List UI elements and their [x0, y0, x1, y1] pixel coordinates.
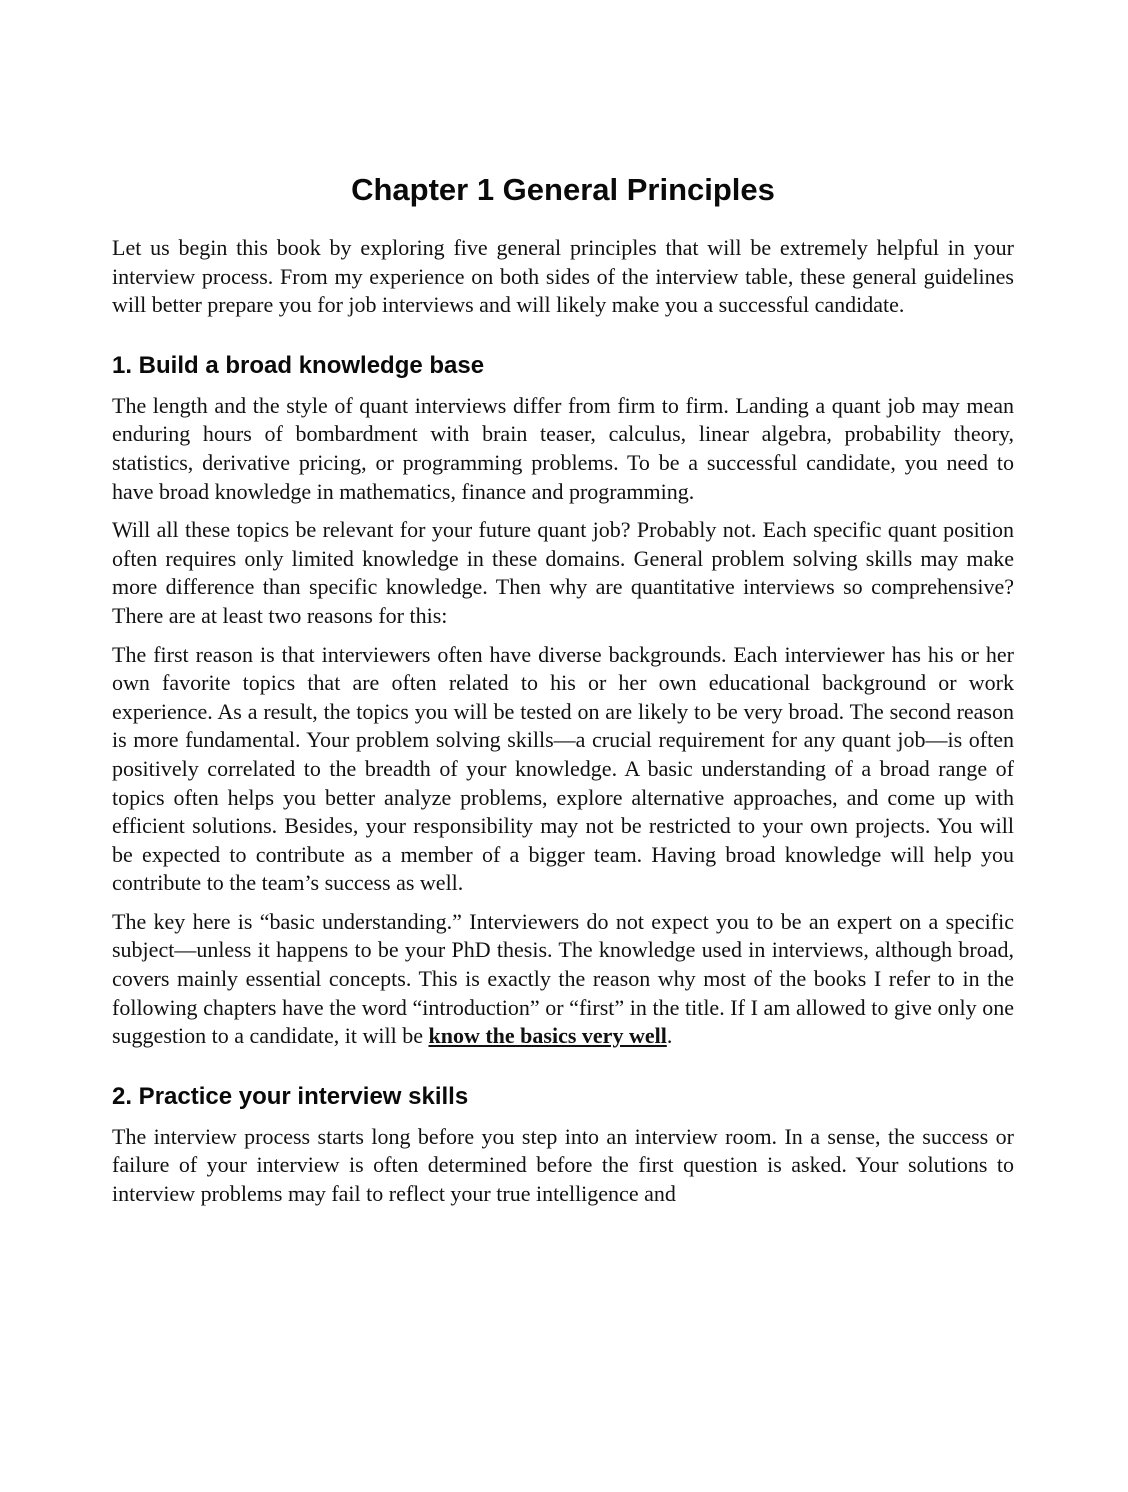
- chapter-title: Chapter 1 General Principles: [351, 172, 775, 207]
- section-1-heading: 1. Build a broad knowledge base: [112, 351, 485, 379]
- section-2-heading: 2. Practice your interview skills: [112, 1082, 469, 1110]
- section-1-paragraph-1: The length and the style of quant interviews differ from firm to firm. Landing a quant job may mean enduring hours of bombardment with brain teaser, calculus, linear algebra, probability theory, statistics, derivative pricing, or programming problems. To be a successful candidate, you need to have broad knowledge in mathematics, finance and programming.: [112, 392, 1014, 504]
- section-2-paragraph-1: The interview process starts long before you step into an interview room. In a sense, the success or failure of your interview is often determined before the first question is asked. Your solutions to interview problems may fail to reflect your true intelligence and: [112, 1123, 1014, 1207]
- section-1-paragraph-4: [112, 908, 1014, 1051]
- key-advice-emphasis: know the basics very well: [428, 1023, 667, 1049]
- paragraph-4-end: .: [666, 1023, 673, 1049]
- intro-paragraph: Let us begin this book by exploring five general principles that will be extremely helpful in your interview process. From my experience on both sides of the interview table, these general guidelines will better prepare you for job interviews and will likely make you a successful candidate.: [112, 235, 1014, 318]
- section-1-paragraph-3: The first reason is that interviewers often have diverse backgrounds. Each interviewer has his or her own favorite topics that are often related to his or her own educational background or work experience. As a result, the topics you will be tested on are likely to be very broad. The second reason is more fundamental. Your problem solving skills—a crucial requirement for any quant job—is often positively correlated to the breadth of your knowledge. A basic understanding of a broad range of topics often helps you better analyze problems, explore alternative approaches, and come up with efficient solutions. Besides, your responsibility may not be restricted to your own projects. You will be expected to contribute as a member of a bigger team. Having broad knowledge will help you contribute to the team’s success as well.: [112, 641, 1014, 896]
- section-1-paragraph-2: Will all these topics be relevant for your future quant job? Probably not. Each specific quant position often requires only limited knowledge in these domains. General problem solving skills may make more difference than specific knowledge. Then why are quantitative interviews so comprehensive? There are at least two reasons for this:: [112, 517, 1014, 628]
- page-content: [112, 168, 1014, 1219]
- paragraph-4-text: The key here is “basic understanding.” Interviewers do not expect you to be an expert on a specific subject—unless it happens to be your PhD thesis. The knowledge used in interviews, although broad, covers mainly essential concepts. This is exactly the reason why most of the books I refer to in the following chapters have the word “introduction” or “first” in the title. If I am allowed to give only one suggestion to a candidate, it will be: [112, 908, 1014, 1049]
